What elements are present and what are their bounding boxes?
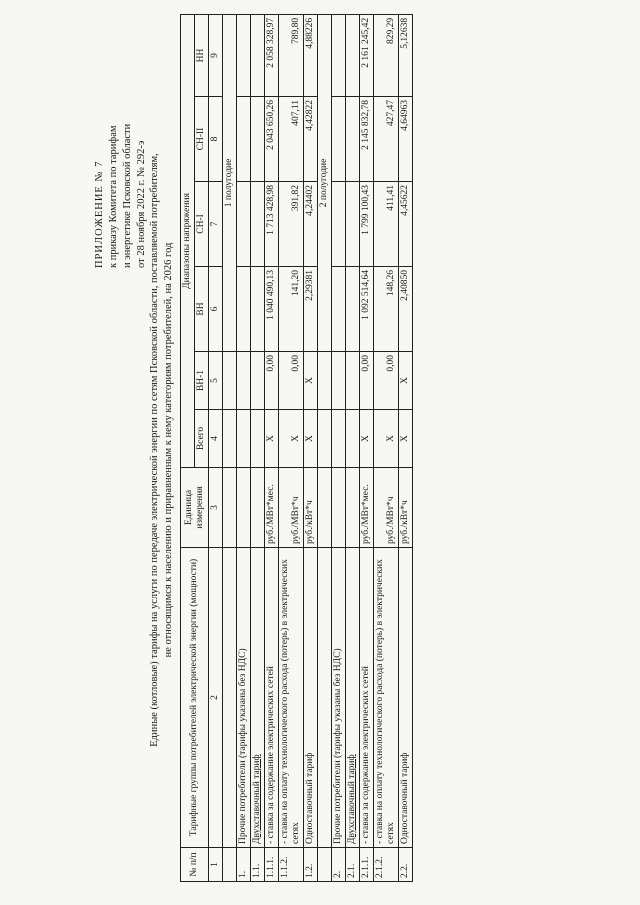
cell-sn1: 411,41 [374,182,399,267]
cell-sn1: 1 799 100,43 [360,182,374,267]
half-year-label-2: 2 полугодие [318,14,332,351]
row-unit: руб./кВт*ч [304,468,318,548]
row-name: Одноставочный тариф [304,548,318,848]
row-unit: руб./МВт*ч [279,468,304,548]
cell-sn2: 2 043 650,26 [265,97,279,182]
row-unit: руб./МВт*мес. [265,468,279,548]
half-year-row-1 [223,14,237,881]
cell-sn2: 407,11 [279,97,304,182]
row-name: Прочие потребители (тарифы указаны без НДС) [332,548,346,848]
cell-vn1: 0,00 [265,352,279,410]
row-name: - ставка на оплату технологического расхода (потерь) в электрических сетях [374,548,399,848]
cell-sn1: 4,24402 [304,182,318,267]
cell-vn1: 0,00 [279,352,304,410]
cell-vn1: X [304,352,318,410]
col-number: 6 [209,267,223,352]
row-number: 1.1. [251,848,265,882]
cell-sn2: 2 145 832,78 [360,97,374,182]
cell-vn: 2,29381 [304,267,318,352]
col-number: 1 [209,848,223,882]
cell-nn: 4,88226 [304,14,318,96]
cell-sn1: 1 713 428,98 [265,182,279,267]
table-row [265,14,279,881]
cell-sn1: 4,45622 [399,182,413,267]
row-name: Двухставочный тариф [251,548,265,848]
document-title [148,90,176,810]
row-number: 1.2. [304,848,318,882]
row-name: - ставка на оплату технологического расхода (потерь) в электрических сетях [279,548,304,848]
cell-total: X [279,410,304,468]
cell-vn: 2,40850 [399,267,413,352]
row-number: 1.1.2. [279,848,304,882]
table-row [279,14,304,881]
header-num: № п/п [181,848,209,882]
header-unit: Единица измерения [181,468,209,548]
row-number: 2. [332,848,346,882]
tariff-table [180,14,413,882]
cell-nn: 5,12638 [399,14,413,96]
column-number-row [209,14,223,881]
cell-vn1: X [399,352,413,410]
cell-vn1: 0,00 [360,352,374,410]
cell-total: X [374,410,399,468]
half-year-label-1: 1 полугодие [223,14,237,351]
cell-vn1: 0,00 [374,352,399,410]
cell-nn: 829,29 [374,14,399,96]
table-row [374,14,399,881]
row-number: 2.1.2. [374,848,399,882]
header-sn1: СН-I [195,182,209,267]
col-number: 9 [209,14,223,96]
table-row [360,14,374,881]
cell-vn: 141,20 [279,267,304,352]
row-name: - ставка за содержание электрических сетей [265,548,279,848]
cell-sn2: 4,64963 [399,97,413,182]
cell-sn1: 391,82 [279,182,304,267]
cell-vn: 148,26 [374,267,399,352]
col-number: 5 [209,352,223,410]
appendix-line-1: к приказу Комитета по тарифам [108,125,119,268]
row-number: 1.1.1. [265,848,279,882]
cell-nn: 2 058 328,97 [265,14,279,96]
header-vn1: ВН-1 [195,352,209,410]
cell-nn: 2 161 245,42 [360,14,374,96]
header-row-1 [181,14,195,881]
cell-total: X [304,410,318,468]
table-row [237,14,251,881]
row-unit: руб./МВт*ч [374,468,399,548]
document-title-line-2: не относящимся к населению и приравненным к нему категориям потребителей, на 2026 год [163,242,174,658]
header-voltage-ranges: Диапазоны напряжения [181,14,195,467]
appendix-line-3: от 28 ноября 2022 г. № 292-э [136,140,147,268]
cell-sn2: 427,47 [374,97,399,182]
cell-total: X [399,410,413,468]
col-number: 3 [209,468,223,548]
row-number: 2.2. [399,848,413,882]
header-sn2: СН-II [195,97,209,182]
row-name: Двухставочный тариф [346,548,360,848]
cell-sn2: 4,42822 [304,97,318,182]
appendix-title: ПРИЛОЖЕНИЕ № 7 [94,160,105,268]
table-row [251,14,265,881]
cell-total: X [265,410,279,468]
row-name: Прочие потребители (тарифы указаны без НДС) [237,548,251,848]
header-total: Всего [195,410,209,468]
table-row [332,14,346,881]
table-row [346,14,360,881]
col-number: 4 [209,410,223,468]
row-unit: руб./МВт*мес. [360,468,374,548]
col-number: 7 [209,182,223,267]
row-name: Одноставочный тариф [399,548,413,848]
row-number: 1. [237,848,251,882]
appendix-block [93,28,149,268]
cell-nn: 789,80 [279,14,304,96]
row-name: - ставка за содержание электрических сетей [360,548,374,848]
table-row [399,14,413,881]
header-group: Тарифные группы потребителей электрической энергии (мощности) [181,548,209,848]
row-number: 2.1.1. [360,848,374,882]
col-number: 2 [209,548,223,848]
row-unit: руб./кВт*ч [399,468,413,548]
header-vn: ВН [195,267,209,352]
col-number: 8 [209,97,223,182]
header-nn: НН [195,14,209,96]
appendix-line-2: и энергетике Псковской области [122,123,133,268]
table-row [304,14,318,881]
cell-vn: 1 040 490,13 [265,267,279,352]
document-title-line-1: Единые (котловые) тарифы на услуги по передаче электрической энергии по сетям Псковской области, поставляемой потребителям, [149,153,160,747]
row-number: 2.1. [346,848,360,882]
cell-vn: 1 092 514,64 [360,267,374,352]
half-year-row-2 [318,14,332,881]
cell-total: X [360,410,374,468]
